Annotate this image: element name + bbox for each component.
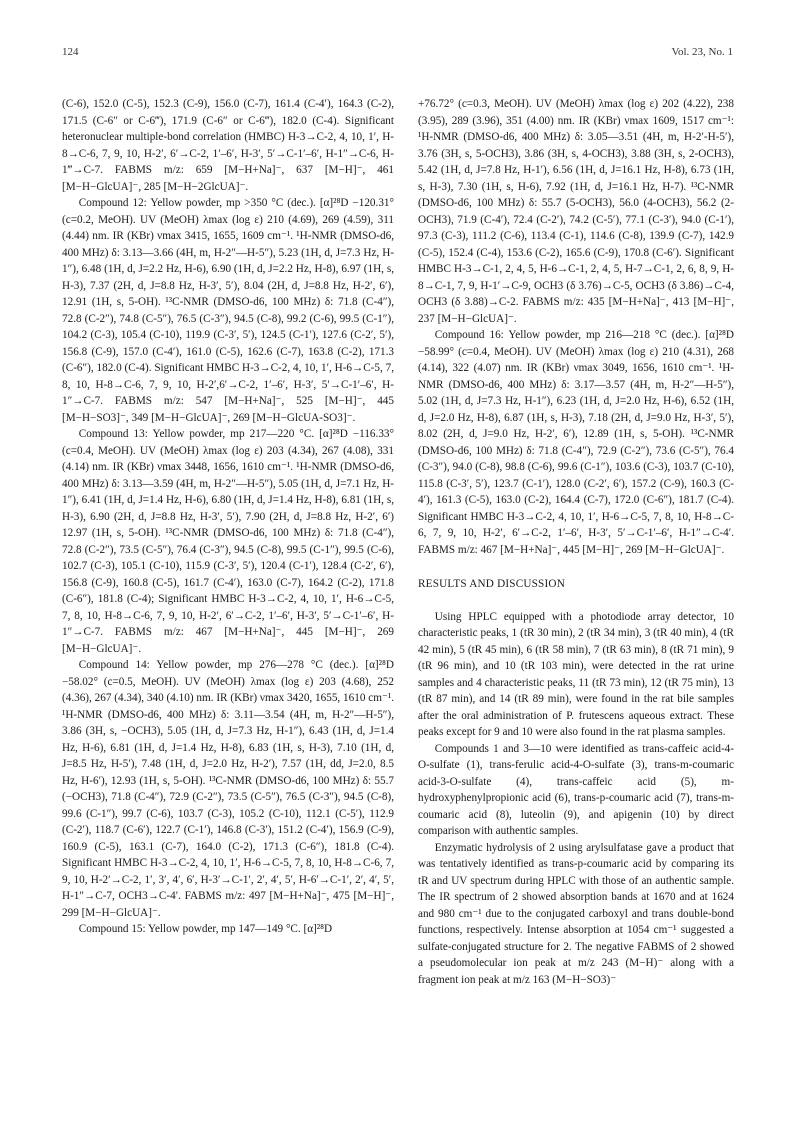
paragraph: Compound 12: Yellow powder, mp >350 °C (dec.). [α]²⁸D −120.31° (c=0.2, MeOH). UV (MeOH) λmax (log ε) 210 (4.69), 269 (4.59), 311 (4.44) nm. IR (KBr) νmax 3415, 1655, 1609 cm⁻¹. ¹H-NMR (DMSO-d6, 400 MHz) δ: 3.13—3.66 (4H, m, H-2″—H-5″), 5.23 (1H, d, J=7.3 Hz, H-1″), 6.48 (1H, d, J=2.2 Hz, H-6), 6.90 (1H, d, J=2.2 Hz, H-8), 6.97 (1H, s, H-3), 7.37 (2H, d, J=8.8 Hz, H-3′, 5′), 8.04 (2H, d, J=8.8 Hz, H-2′, 6′), 12.91 (1H, s, 5-OH). ¹³C-NMR (DMSO-d6, 100 MHz) δ: 71.8 (C-4″), 72.8 (C-2″), 74.8 (C-5″), 76.5 (C-3″), 94.5 (C-8), 99.2 (C-6), 99.5 (C-1″), 104.2 (C-3), 105.4 (C-10), 119.9 (C-3′, 5′), 124.5 (C-1′), 127.6 (C-2′, 5′), 156.8 (C-9), 157.0 (C-4′), 161.0 (C-5), 162.6 (C-7), 163.8 (C-2), 171.3 (C-6″), 182.0 (C-4). Significant HMBC H-3→C-2, 4, 10, 1′, H-6→C-5, 7, 8, 10, H-8→C-6, 7, 9, 10, H-2′,6′→C-2, 1′–6′, H-3′, 5′→C-1′–6′, H-1″→C-7. FABMS m/z: 547 [M−H+Na]⁻, 525 [M−H]⁻, 445 [M−H−SO3]⁻, 349 [M−H−GlcUA]⁻, 269 [M−H−GlcUA-SO3]⁻. (62, 197, 394, 424)
page-number: 124 (62, 46, 79, 58)
paragraph: Using HPLC equipped with a photodiode array detector, 10 characteristic peaks, 1 (tR 30 min), 2 (tR 34 min), 3 (tR 40 min), 4 (tR 42 min), 5 (tR 45 min), 6 (tR 58 min), 7 (tR 63 min), 8 (tR 71 min), 9 (tR 96 min), and 10 (tR 103 min), were detected in the rat urine samples and 4 characteristic peaks, 11 (tR 73 min), 12 (tR 75 min), 13 (tR 87 min), and 14 (tR 89 min), were found in the rat bile samples after the oral administration of P. frutescens aqueous extract. These peaks except for 9 and 10 were also found in the rat plasma samples. (418, 610, 734, 738)
section-heading: RESULTS AND DISCUSSION (418, 578, 565, 590)
paragraph: (C-6), 152.0 (C-5), 152.3 (C-9), 156.0 (C-7), 161.4 (C-4′), 164.3 (C-2), 171.5 (C-6″ or C-6‴), 171.9 (C-6″ or C-6‴), 182.0 (C-4). Significant heteronuclear multiple-bond correlation (HMBC) H-3→C-2, 4, 10, 1′, H-8→C-6, 7, 9, 10, H-2′, 6′→C-2, 1′–6′, H-3′, 5′→C-1′–6′, H-1″→C-6, H-1‴→C-7. FABMS m/z: 659 [M−H+Na]⁻, 637 [M−H]⁻, 461 [M−H−GlcUA]⁻, 285 [M−H−2GlcUA]⁻. (62, 98, 394, 193)
paragraph: +76.72° (c=0.3, MeOH). UV (MeOH) λmax (log ε) 202 (4.22), 238 (3.95), 289 (3.96), 351 (4.00) nm. IR (KBr) νmax 1609, 1517 cm⁻¹: ¹H-NMR (DMSO-d6, 400 MHz) δ: 3.05—3.51 (4H, m, H-2′-H-5′), 3.76 (3H, s, 5-OCH3), 3.86 (3H, s, 4-OCH3), 3.88 (3H, s, 2-OCH3), 5.42 (1H, d, J=7.8 Hz, H-1′), 6.56 (1H, d, J=16.1 Hz, H-8), 6.73 (1H, s, H-3), 7.30 (1H, s, H-6), 7.92 (1H, d, J=16.1 Hz, H-7). ¹³C-NMR (DMSO-d6, 100 MHz) δ: 55.7 (5-OCH3), 56.0 (4-OCH3), 56.2 (2-OCH3), 71.9 (C-4′), 72.4 (C-2′), 74.2 (C-5′), 77.1 (C-3′), 94.0 (C-1′), 97.3 (C-3), 111.2 (C-6), 113.4 (C-1), 114.6 (C-8), 139.9 (C-7), 142.9 (C-5), 152.4 (C-4), 153.6 (C-2), 165.6 (C-9), 170.8 (C-6′). Significant HMBC H-3→C-1, 2, 4, 5, H-6→C-1, 2, 4, 5, H-7→C-1, 2, 6, 8, 9, H-8→C-1, 7, 9, H-1′→C-9, OCH3 (δ 3.76)→C-5, OCH3 (δ 3.86)→C-4, OCH3 (δ 3.88)→C-2. FABMS m/z: 435 [M−H+Na]⁻, 413 [M−H]⁻, 237 [M−H−GlcUA]⁻. (418, 98, 734, 325)
paragraph: Compound 16: Yellow powder, mp 216—218 °C (dec.). [α]²⁸D −58.99° (c=0.4, MeOH). UV (MeOH) λmax (log ε) 210 (4.31), 268 (4.14), 322 (4.07) nm. IR (KBr) νmax 3049, 1656, 1610 cm⁻¹. ¹H-NMR (DMSO-d6, 400 MHz) δ: 3.17—3.57 (4H, m, H-2″—H-5″), 5.02 (1H, d, J=7.3 Hz, H-1″), 6.23 (1H, d, J=2.0 Hz, H-6), 6.52 (1H, d, J=2.0 Hz, H-8), 6.87 (1H, s, H-3), 7.18 (2H, d, J=9.0 Hz, H-3′, 5′), 8.02 (2H, d, J=9.0 Hz, H-2′, 6′), 12.89 (1H, s, 5-OH). ¹³C-NMR (DMSO-d6, 100 MHz) δ: 71.8 (C-4″), 72.9 (C-2″), 73.6 (C-5″), 76.4 (C-3″), 94.0 (C-8), 98.8 (C-6), 99.6 (C-1″), 103.6 (C-3), 103.7 (C-10), 115.8 (C-3′, 5′), 123.7 (C-1′), 128.0 (C-2′, 6′), 157.2 (C-9), 160.3 (C-4′), 161.3 (C-5), 163.0 (C-2), 164.4 (C-7), 172.0 (C-6″), 181.7 (C-4). Significant HMBC H-3→C-2, 4, 10, 1′, H-6→C-5, 7, 8, 10, H-8→C-6, 7, 9, 10, H-2′, 6′→C-2, 1′–6′, H-3′, 5′→C-1′–6′, H-1″→C-4′. FABMS m/z: 467 [M−H+Na]⁻, 445 [M−H]⁻, 269 [M−H−GlcUA]⁻. (418, 329, 734, 556)
left-column (62, 96, 394, 938)
paragraph: Compound 14: Yellow powder, mp 276—278 °C (dec.). [α]²⁸D −58.02° (c=0.5, MeOH). UV (MeOH) λmax (log ε) 203 (4.68), 252 (4.36), 267 (4.34), 340 (4.10) nm. IR (KBr) νmax 3420, 1655, 1610 cm⁻¹. ¹H-NMR (DMSO-d6, 400 MHz) δ: 3.11—3.54 (4H, m, H-2″—H-5″), 3.86 (3H, s, −OCH3), 5.05 (1H, d, J=7.3 Hz, H-1″), 6.43 (1H, d, J=1.4 Hz, H-6), 6.81 (1H, d, J=1.4 Hz, H-8), 6.83 (1H, s, H-3), 7.10 (1H, d, J=8.5 Hz, H-5′), 7.48 (1H, d, J=2.0 Hz, H-2′), 7.57 (1H, dd, J=2.0, 8.5 Hz, H-6′), 12.93 (1H, s, 5-OH). ¹³C-NMR (DMSO-d6, 100 MHz) δ: 55.7 (−OCH3), 71.8 (C-4″), 72.9 (C-2″), 73.5 (C-5″), 76.5 (C-3″), 94.5 (C-8), 99.6 (C-1″), 99.7 (C-6), 103.7 (C-3), 105.2 (C-10), 112.1 (C-5′), 112.9 (C-2′), 118.7 (C-6′), 122.7 (C-1′), 146.8 (C-3′), 151.2 (C-4′), 156.9 (C-9), 160.9 (C-5), 163.1 (C-7), 164.0 (C-2), 171.3 (C-6″), 181.8 (C-4). Significant HMBC H-3→C-2, 4, 10, 1′, H-6→C-5, 7, 8, 10, H-8→C-6, 7, 9, 10, H-2′→C-2, 1′, 3′, 4′, 6′, H-3′→C-1′, 2′, 4′, 5′, H-6′→C-1′, 2′, 4′, 5′, H-1″→C-7, OCH3→C-4′. FABMS m/z: 497 [M−H+Na]⁻, 475 [M−H]⁻, 299 [M−H−GlcUA]⁻. (62, 659, 394, 919)
paragraph: Compounds 1 and 3—10 were identified as trans-caffeic acid-4-O-sulfate (1), trans-ferulic acid-4-O-sulfate (3), trans-m-coumaric acid-3-O-sulfate (4), trans-caffeic acid (5), m-hydroxyphenylpropionic acid (6), trans-p-coumaric acid (7), trans-m-coumaric acid (8), luteolin (9), and apigenin (10) by direct comparison with authentic samples. (418, 742, 734, 837)
paragraph: Enzymatic hydrolysis of 2 using arylsulfatase gave a product that was tentatively identified as trans-p-coumaric acid by comparing its tR and UV spectrum during HPLC with those of an authentic sample. The IR spectrum of 2 showed absorption bands at 1670 and at 1624 and 980 cm⁻¹ due to the conjugated carboxyl and trans double-bond functions, respectively. Intense absorption at 1054 cm⁻¹ suggested a sulfate-conjugated structure for 2. The negative FABMS of 2 showed a pseudomolecular ion peak at m/z 243 (M−H)⁻ along with a fragment ion peak at m/z 163 (M−H−SO3)⁻ (418, 841, 734, 986)
paragraph: Compound 13: Yellow powder, mp 217—220 °C. [α]²⁸D −116.33° (c=0.4, MeOH). UV (MeOH) λmax (log ε) 203 (4.34), 267 (4.08), 331 (4.14) nm. IR (KBr) νmax 3448, 1656, 1610 cm⁻¹. ¹H-NMR (DMSO-d6, 400 MHz) δ: 3.13—3.59 (4H, m, H-2″—H-5″), 5.05 (1H, d, J=7.1 Hz, H-1″), 6.41 (1H, d, J=1.4 Hz, H-6), 6.80 (1H, d, J=1.4 Hz, H-8), 6.81 (1H, s, H-3), 6.90 (2H, d, J=8.8 Hz, H-3′, 5′), 7.90 (2H, d, J=8.8 Hz, H-2′, 6′) 12.97 (1H, s, 5-OH). ¹³C-NMR (DMSO-d6, 100 MHz) δ: 71.8 (C-4″), 72.8 (C-2″), 73.5 (C-5″), 76.4 (C-3″), 94.5 (C-8), 99.5 (C-1″), 99.5 (C-6), 102.7 (C-3), 105.1 (C-10), 115.9 (C-3′, 5′), 120.4 (C-1′), 128.4 (C-2′, 6′), 156.8 (C-9), 160.8 (C-5), 161.7 (C-4′), 163.0 (C-7), 164.2 (C-2), 171.8 (C-6″), 181.8 (C-4); Significant HMBC H-3→C-2, 4, 10, 1′, H-6→C-5, 7, 8, 10, H-8→C-6, 7, 9, 10, H-2′, 6′→C-2, 1′–6′, H-3′, 5′→C-1′–6′, H-1″→C-7. FABMS m/z: 467 [M−H+Na]⁻, 445 [M−H]⁻, 269 [M−H−GlcUA]⁻. (62, 428, 394, 655)
paragraph: Compound 15: Yellow powder, mp 147—149 °C. [α]²⁸D (78, 923, 333, 935)
right-column (418, 96, 734, 988)
volume-label: Vol. 23, No. 1 (671, 46, 733, 58)
page-header (62, 46, 733, 64)
